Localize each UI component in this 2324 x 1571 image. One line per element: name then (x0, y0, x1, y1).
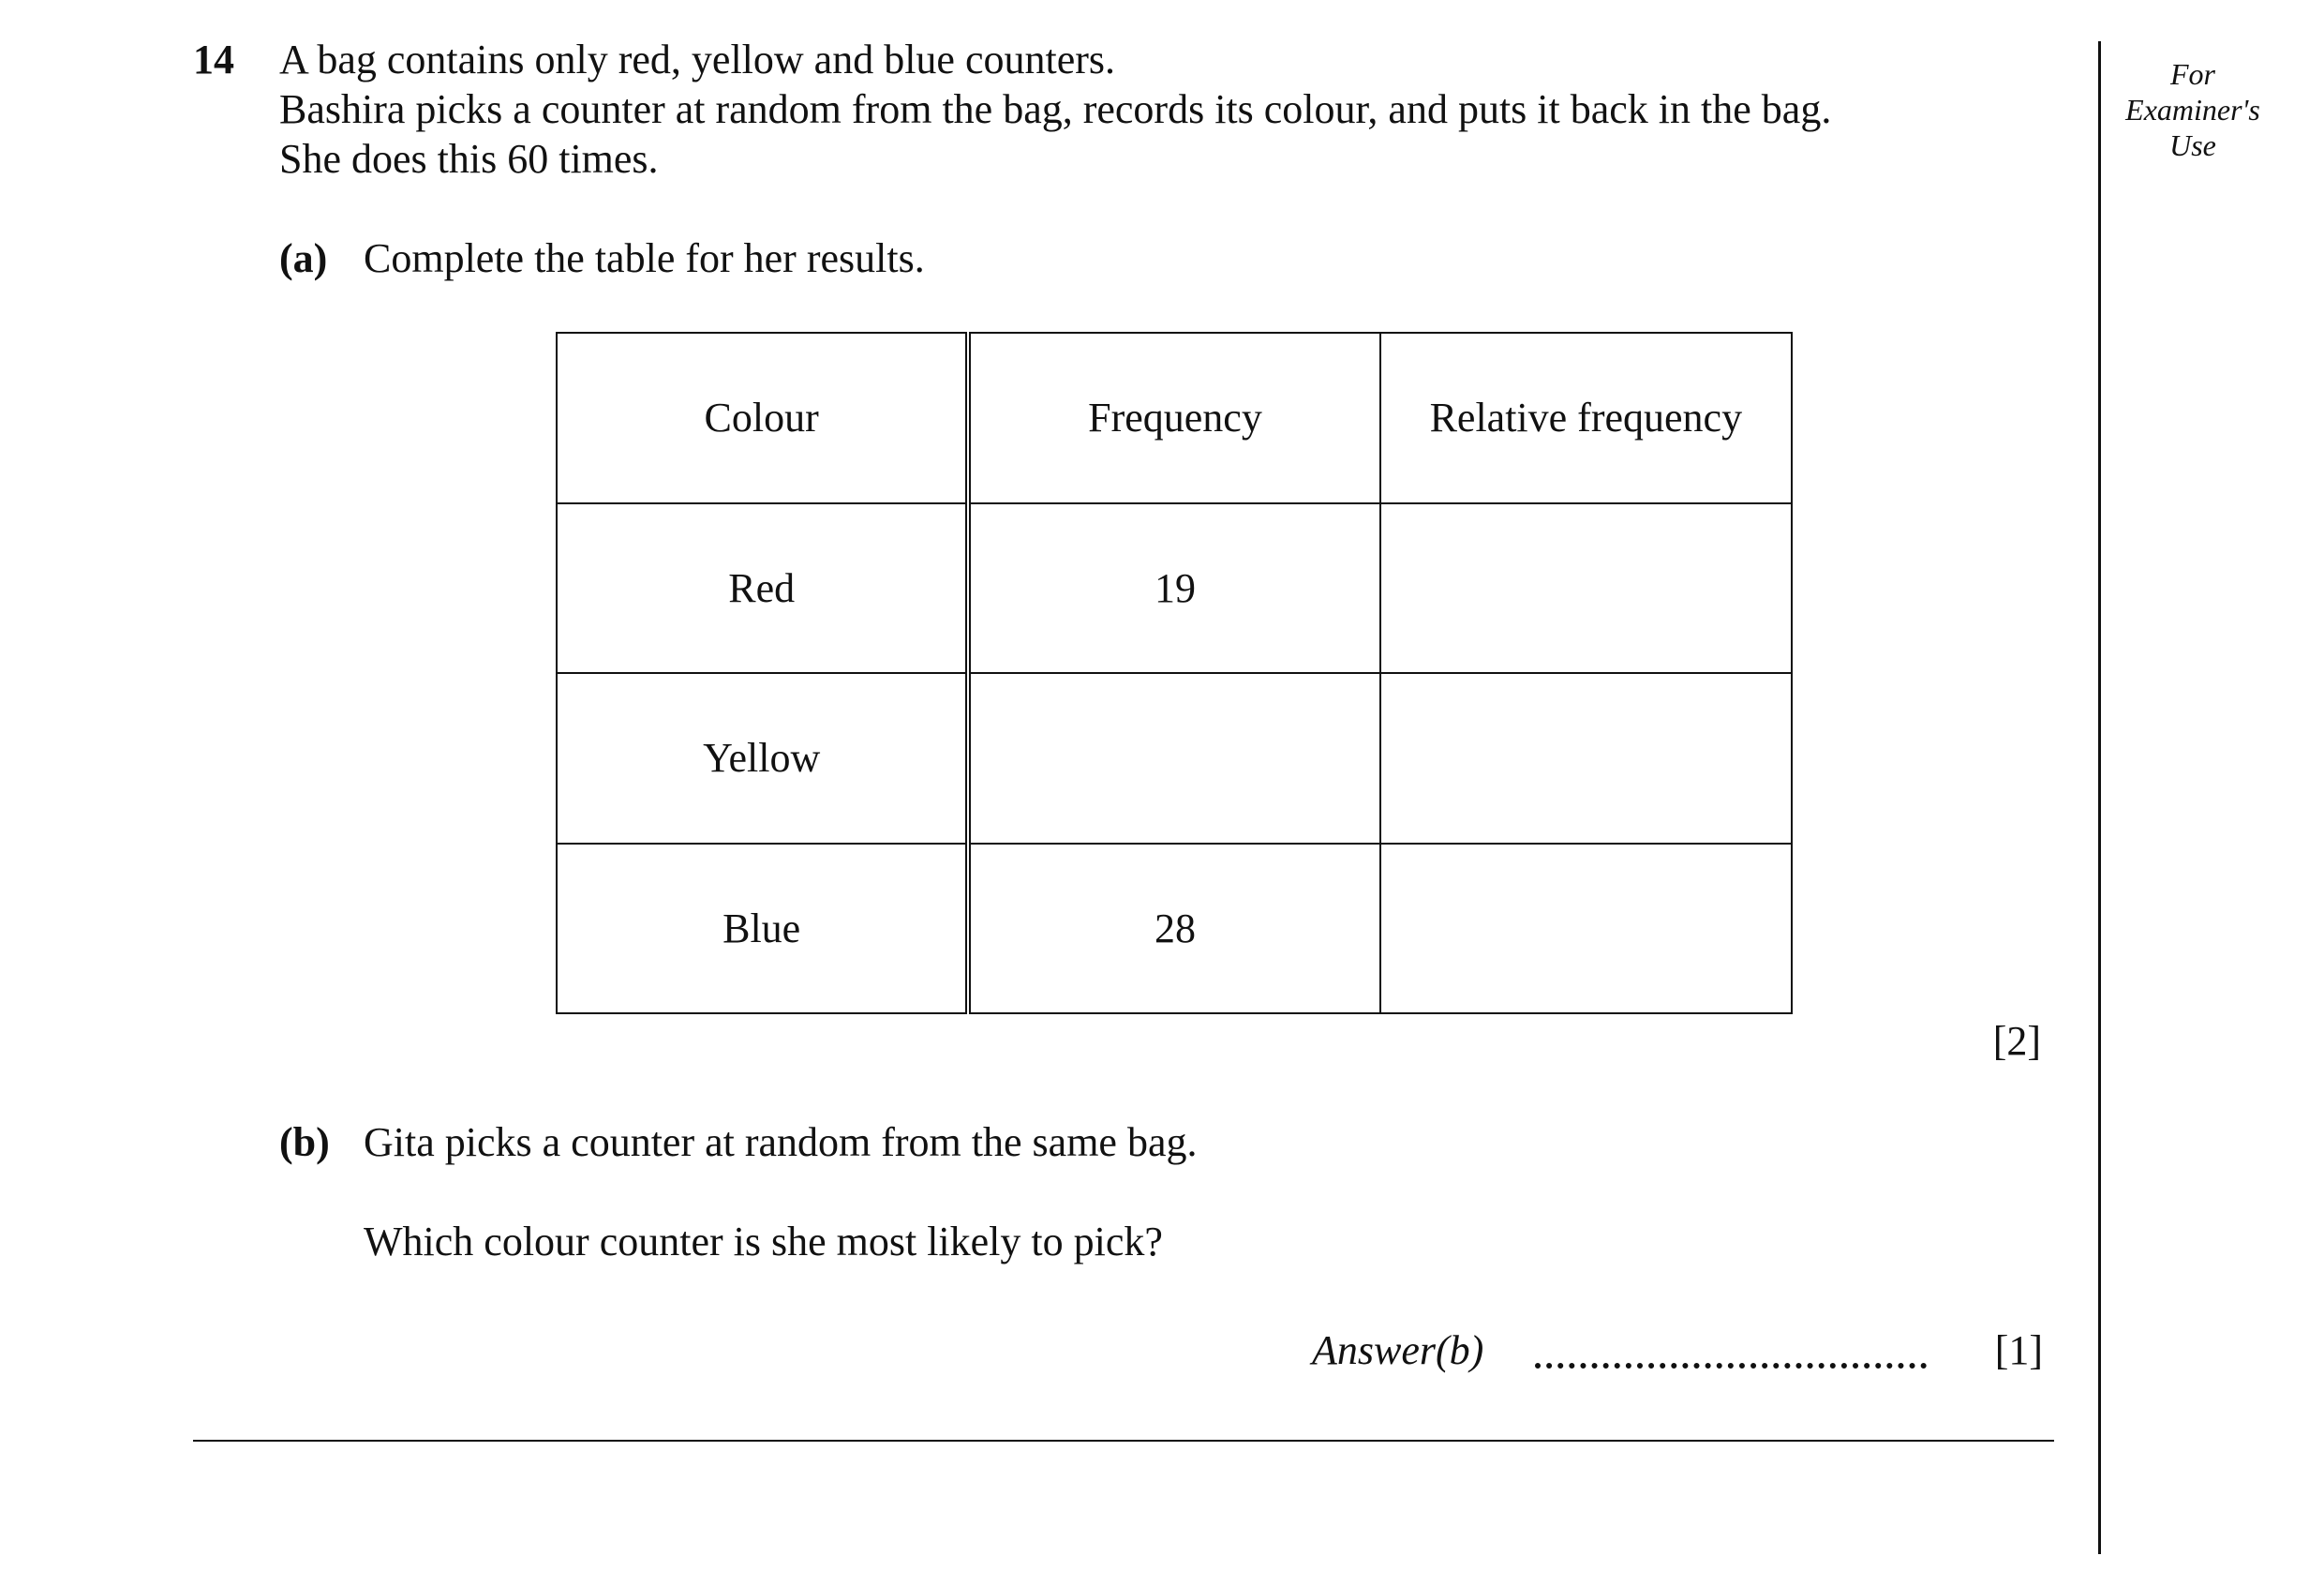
part-b-label: (b) (279, 1119, 330, 1165)
table-header-row (557, 333, 1792, 503)
part-a-label: (a) (279, 235, 328, 281)
cell-colour: Blue (557, 844, 968, 1014)
cell-relative-frequency-input[interactable] (1380, 503, 1792, 674)
part-a-instruction: Complete the table for her results. (364, 235, 925, 281)
question-divider (193, 1440, 2054, 1442)
table-row-red (557, 503, 1792, 674)
part-b-text: Gita picks a counter at random from the same bag. (364, 1119, 1198, 1165)
cell-relative-frequency-input[interactable] (1380, 673, 1792, 844)
question-number: 14 (193, 37, 234, 82)
cell-frequency: 19 (968, 503, 1379, 674)
cell-colour: Red (557, 503, 968, 674)
examiner-label-line: For (2170, 57, 2215, 91)
question-text-line: A bag contains only red, yellow and blue counters. (279, 37, 1116, 82)
cell-frequency-input[interactable] (968, 673, 1379, 844)
cell-relative-frequency-input[interactable] (1380, 844, 1792, 1014)
cell-frequency: 28 (968, 844, 1379, 1014)
answer-b-label: Answer(b) (1312, 1327, 1484, 1373)
answer-b-line[interactable] (1535, 1363, 1927, 1369)
table-row-yellow (557, 673, 1792, 844)
examiner-label-line: Examiner's (2125, 93, 2260, 127)
part-b-marks: [1] (1994, 1327, 2043, 1373)
part-a-marks: [2] (1992, 1018, 2041, 1064)
question-text-line: Bashira picks a counter at random from the bag, records its colour, and puts it back in the bag. (279, 86, 1832, 132)
examiner-margin-rule (2098, 41, 2101, 1554)
cell-colour: Yellow (557, 673, 968, 844)
part-b-question: Which colour counter is she most likely to pick? (364, 1219, 1163, 1264)
header-frequency: Frequency (968, 333, 1379, 503)
examiner-label-line: Use (2169, 128, 2216, 162)
table-row-blue (557, 844, 1792, 1014)
results-table (556, 332, 1793, 1014)
examiner-use-label (2108, 56, 2277, 163)
question-text-line: She does this 60 times. (279, 136, 659, 182)
header-relative-frequency: Relative frequency (1380, 333, 1792, 503)
header-colour: Colour (557, 333, 968, 503)
